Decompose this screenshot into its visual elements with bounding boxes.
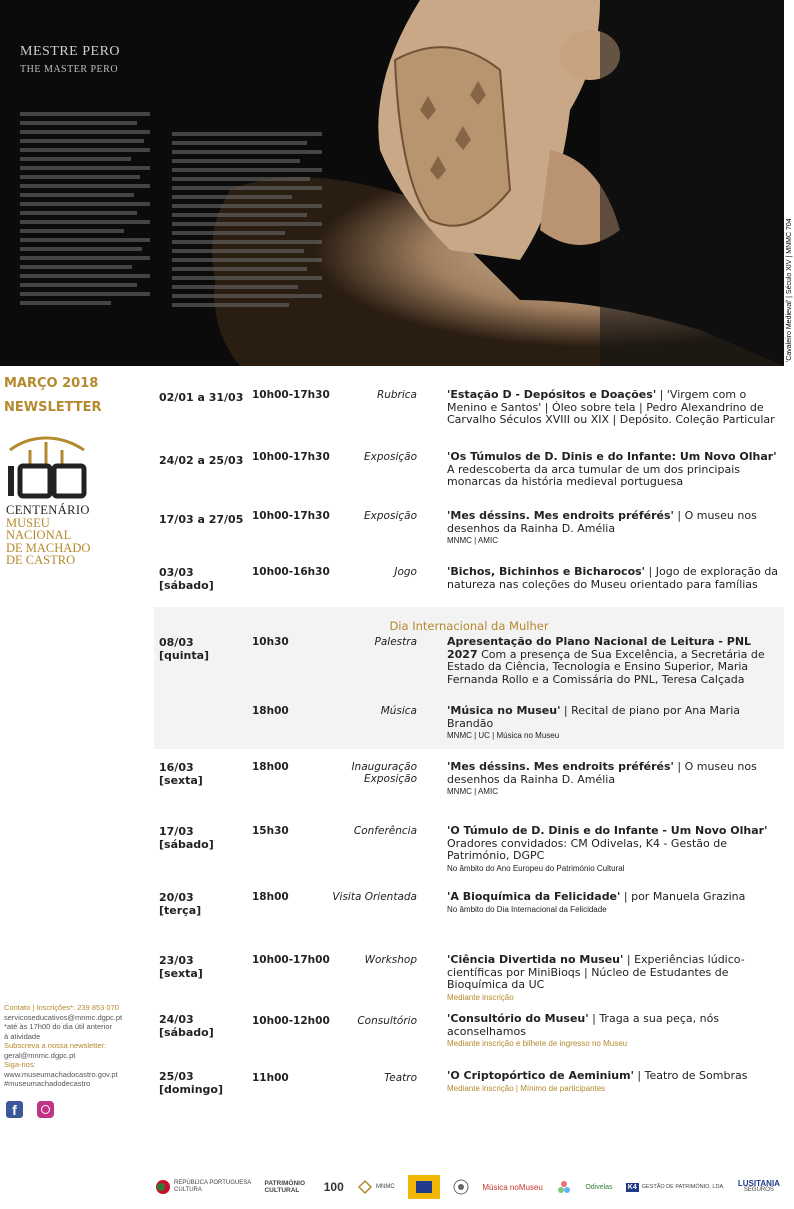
event-desc [447, 636, 782, 686]
event-type: Conferência [353, 825, 417, 837]
event-desc [447, 1070, 782, 1095]
event-date: 24/02 a 25/03 [159, 454, 244, 467]
event-time: 10h00-17h30 [252, 451, 330, 463]
instagram-icon[interactable] [37, 1101, 54, 1118]
contact-label: Contato | Inscrições*: 239 853 070 [4, 1003, 119, 1012]
musica-no-museu-logo: Música noMuseu [482, 1182, 543, 1192]
event-note: Mediante inscrição [447, 992, 514, 1002]
event-type: Workshop [364, 954, 417, 966]
event-title: 'O Túmulo de D. Dinis e do Infante - Um Novo Olhar' [447, 824, 768, 837]
event-desc [447, 1013, 782, 1050]
event-note: No âmbito do Ano Europeu do Património Cultural [447, 863, 625, 873]
event-title: 'Ciência Divertida no Museu' [447, 953, 624, 966]
event-detail: Oradores convidados: CM Odivelas, K4 - Gestão de Património, DGPC [447, 836, 727, 863]
event-time: 10h00-17h30 [252, 510, 330, 522]
newsletter-month: MARÇO 2018 [4, 376, 99, 391]
event-desc [447, 705, 782, 742]
event-detail: | Recital de piano por Ana Maria Brandão [447, 704, 741, 730]
event-desc [447, 566, 782, 591]
event-desc [447, 954, 782, 1004]
event-detail: A redescoberta da arca tumular de um dos principais monarcas da história medieval portuguesa [447, 462, 740, 489]
centenario-small-logo: 100 [323, 1179, 344, 1194]
contact-email[interactable]: servicoseducativos@mnmc.dgpc.pt [4, 1012, 123, 1022]
event-detail: | Traga a sua peça, nós aconselhamos [447, 1012, 720, 1038]
event-time: 18h00 [252, 761, 289, 773]
subscribe-email[interactable]: geral@mnmc.dgpc.pt [4, 1050, 76, 1060]
event-type: Música [380, 705, 417, 717]
event-title: 'Consultório do Museu' [447, 1012, 589, 1025]
event-type: Consultório [357, 1015, 417, 1027]
social-links [6, 1101, 54, 1118]
contact-block [4, 1003, 154, 1089]
odivelas-logo: Odivelas [585, 1183, 613, 1191]
event-title: 'Estação D - Depósitos e Doações' [447, 388, 657, 401]
event-title: 'Os Túmulos de D. Dinis e do Infante: Um Novo Olhar' [447, 450, 777, 463]
event-time: 10h30 [252, 636, 289, 648]
event-note: Mediante inscrição | Mínimo de participantes [447, 1083, 606, 1093]
hero-title: MESTRE PERO [20, 44, 121, 59]
event-type: Palestra [374, 636, 417, 648]
event-time: 18h00 [252, 891, 289, 903]
event-time: 18h00 [252, 705, 289, 717]
event-date: 16/03 [sexta] [159, 761, 203, 787]
event-detail: | O museu nos desenhos da Rainha D. Amélia [447, 509, 757, 535]
event-desc [447, 761, 782, 798]
event-detail: | por Manuela Grazina [620, 890, 746, 903]
event-note: No âmbito do Dia Internacional da Felicidade [447, 904, 607, 914]
event-title: 'A Bioquímica da Felicidade' [447, 890, 621, 903]
event-note: MNMC | AMIC [447, 787, 498, 797]
centenario-logo [6, 436, 116, 567]
centenario-100-mark [6, 436, 88, 500]
event-detail: Com a presença de Sua Excelência, a Secretária de Estado da Ciência, Tecnologia e Ensino Superior, Maria Fernanda Rollo e a Comissária do PNL, Teresa Calçada [447, 647, 765, 686]
event-date: 03/03 [sábado] [159, 566, 214, 592]
patrimonio-cultural-logo: PATRIMÓNIO CULTURAL [264, 1180, 306, 1194]
logo-line-3: DE MACHADO [6, 540, 91, 555]
event-date: 17/03 a 27/05 [159, 513, 244, 526]
event-time: 10h00-16h30 [252, 566, 330, 578]
event-time: 10h00-17h30 [252, 389, 330, 401]
follow-label: Siga-nos: [4, 1060, 36, 1069]
event-title: 'O Criptopórtico de Aeminium' [447, 1069, 634, 1082]
event-detail: | Experiências lúdico-científicas por MiniBioqs | Núcleo de Estudantes de Bioquímica da UC [447, 953, 745, 992]
photo-caption: 'Cavaleiro Medieval' | Século XIV | MNMC 704 [786, 218, 793, 362]
k4-logo: K4 GESTÃO DE PATRIMÓNIO, LDA. [627, 1183, 725, 1191]
event-time: 15h30 [252, 825, 289, 837]
minibioqs-logo [556, 1179, 572, 1195]
event-title: 'Mes déssins. Mes endroits préférés' [447, 509, 674, 522]
contact-footnote-1: *até às 17h00 do dia útil anterior [4, 1022, 112, 1031]
event-detail: | Jogo de exploração da natureza nas coleções do Museu orientado para famílias [447, 565, 779, 591]
hero-image [0, 0, 784, 366]
subscribe-label: Subscreva a nossa newsletter: [4, 1041, 107, 1050]
event-date: 02/01 a 31/03 [159, 391, 244, 404]
event-time: 11h00 [252, 1072, 289, 1084]
event-time: 10h00-12h00 [252, 1015, 330, 1027]
contact-footnote-2: à atividade [4, 1031, 41, 1041]
event-desc [447, 451, 782, 489]
event-note: MNMC | AMIC [447, 536, 498, 546]
mnmc-logo: MNMC [357, 1179, 395, 1195]
event-desc [447, 825, 782, 875]
newsletter-label: NEWSLETTER [4, 400, 102, 415]
event-time: 10h00-17h00 [252, 954, 330, 966]
event-type: Inauguração Exposição [351, 761, 417, 785]
womens-day-title: Dia Internacional da Mulher [389, 619, 549, 633]
republica-portuguesa-logo: REPÚBLICA PORTUGUESA CULTURA [155, 1179, 251, 1195]
partner-logos [155, 1172, 780, 1202]
event-desc [447, 891, 782, 916]
event-date: 25/03 [domingo] [159, 1070, 223, 1096]
event-detail: | Teatro de Sombras [633, 1069, 748, 1082]
event-type: Rubrica [376, 389, 417, 401]
lusitania-logo: LUSITANIA SEGUROS [737, 1179, 780, 1193]
logo-line-4: DE CASTRO [6, 553, 76, 567]
website-link[interactable]: www.museumachadocastro.gov.pt [4, 1069, 118, 1079]
event-type: Teatro [384, 1072, 417, 1084]
event-date: 08/03 [quinta] [159, 636, 210, 662]
event-detail: | 'Virgem com o Menino e Santos' | Óleo sobre tela | Pedro Alexandrino de Carvalho Séculos XVIII ou XIX | Depósito. Coleção Particular [447, 388, 775, 427]
event-desc [447, 389, 782, 427]
event-type: Exposição [364, 510, 417, 522]
hero-text-block-en [172, 128, 322, 312]
event-date: 20/03 [terça] [159, 891, 202, 917]
event-title: 'Música no Museu' [447, 704, 561, 717]
event-title: 'Bichos, Bichinhos e Bicharocos' [447, 565, 646, 578]
event-note: Mediante inscrição e bilhete de ingresso no Museu [447, 1039, 628, 1049]
hero-subtitle: THE MASTER PERO [20, 64, 119, 75]
event-date: 17/03 [sábado] [159, 825, 214, 851]
event-type: Exposição [364, 451, 417, 463]
hashtag: #museumachadodecastro [4, 1079, 91, 1088]
event-detail: | O museu nos desenhos da Rainha D. Amélia [447, 760, 757, 786]
event-type: Visita Orientada [332, 891, 417, 903]
event-date: 24/03 [sábado] [159, 1013, 214, 1039]
event-title: Apresentação do Plano Nacional de Leitura - PNL 2027 [447, 635, 752, 661]
event-title: 'Mes déssins. Mes endroits préférés' [447, 760, 674, 773]
hero-text-block-pt [20, 108, 150, 310]
university-seal-logo [453, 1179, 469, 1195]
event-note: MNMC | UC | Música no Museu [447, 731, 560, 741]
logo-line-2: MUSEU NACIONAL [6, 515, 72, 542]
facebook-icon[interactable]: f [6, 1101, 23, 1118]
event-desc [447, 510, 782, 547]
european-heritage-logo [408, 1175, 440, 1199]
event-type: Jogo [394, 566, 417, 578]
logo-line-1: CENTENÁRIO [6, 503, 90, 517]
event-date: 23/03 [sexta] [159, 954, 203, 980]
